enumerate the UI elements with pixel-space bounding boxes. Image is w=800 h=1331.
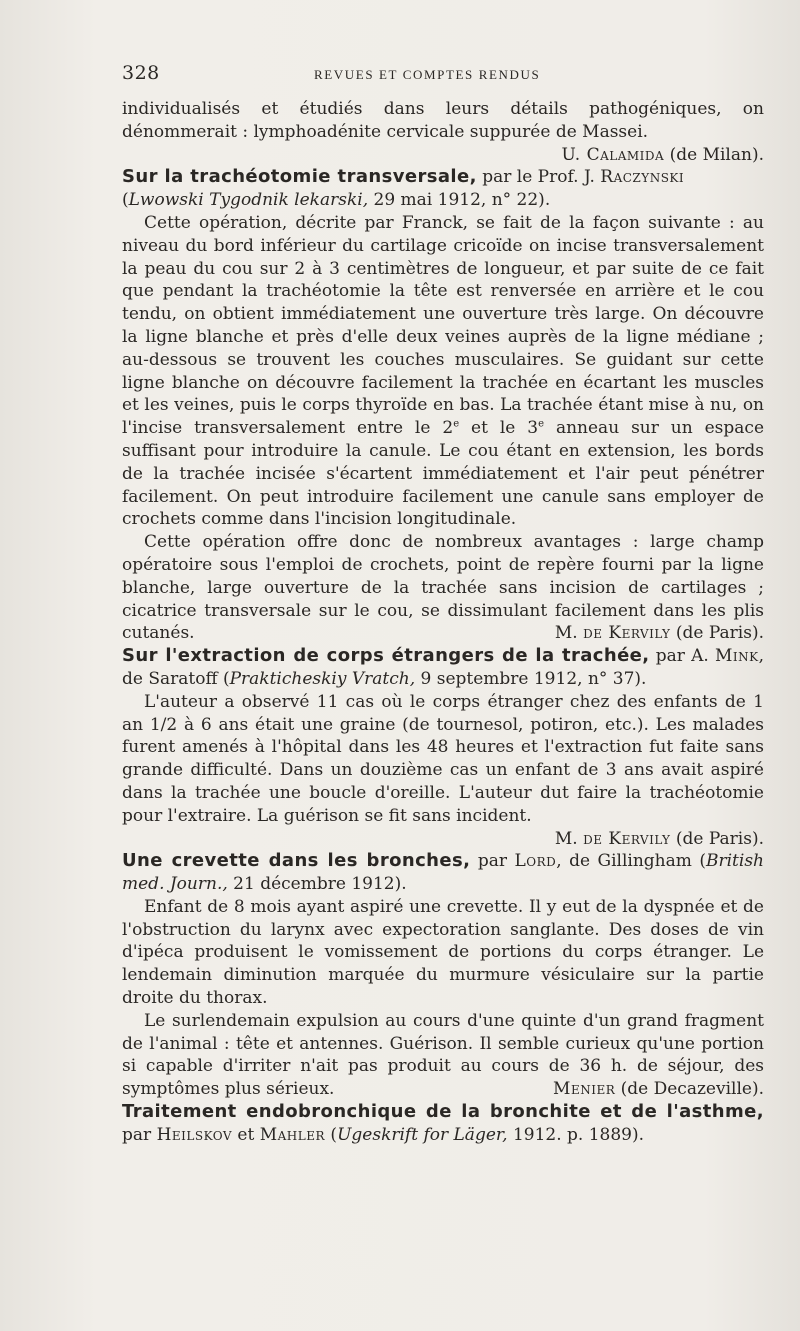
entry-author: Lord: [514, 851, 557, 872]
entry-source: Ugeskrift for Läger,: [337, 1124, 508, 1145]
signature-name: U. Calamida: [561, 144, 665, 165]
entry-title: Sur l'extraction de corps étrangers de la trachée,: [122, 645, 650, 667]
running-head: [122, 58, 764, 98]
entry-title: Sur la trachéotomie transversale,: [122, 166, 477, 188]
entry-heading: Sur l'extraction de corps étrangers de la trachée, par A. Mink, de Saratoff (Prakticheskiy Vratch, 9 septembre 1912, n° 37).: [122, 645, 764, 689]
entry-paragraph: L'auteur a observé 11 cas où le corps étranger chez des enfants de 1 an 1/2 à 6 ans était une graine (de tournesol, potiron, etc.). Les malades furent amenés à l'hôpital dans les 48 heures et l'extraction fut faite sans grande difficulté. Dans un douzième cas un enfant de 3 ans avait aspiré dans la trachée une boucle d'oreille. L'auteur dut faire la trachéotomie pour l'extraire. La guérison se fit sans incident.: [122, 691, 764, 826]
signature-name: de Kervily: [583, 828, 671, 849]
entry-paragraph: Le surlendemain expulsion au cours d'une quinte d'un grand fragment de l'animal : tête et antennes. Guérison. Il semble curieux qu'une portion si capable d'irriter n'ait pas produit au cours de 36 h. de séjour, des symptômes plus sérieux. Menier (de Decazeville).: [122, 1010, 764, 1100]
signature: [122, 144, 764, 167]
signature-place: (de Milan).: [664, 144, 764, 165]
entry-author: Mink: [714, 646, 759, 667]
signature: Menier (de Decazeville).: [553, 1079, 764, 1100]
entry-title: Une crevette dans les bronches,: [122, 850, 471, 872]
entry-paragraph: Enfant de 8 mois ayant aspiré une crevette. Il y eut de la dyspnée et de l'obstruction du larynx avec expectoration sanglante. Des doses de vin d'ipéca produisent le vomissement de portions du corps étranger. Le lendemain diminution marquée du murmure vésiculaire sur la partie droite du thorax.: [122, 896, 764, 1009]
signature: M. de Kervily (de Paris).: [554, 623, 764, 644]
signature-name: Menier: [553, 1079, 616, 1100]
signature-name: de Kervily: [583, 623, 671, 644]
entry-paragraph: Cette opération offre donc de nombreux avantages : large champ opératoire sous l'emploi de crochets, point de repère fourni par la ligne blanche, large ouverture de la trachée sans incision de cartilages ; cicatrice transversale sur le cou, se dissimulant facilement dans les plis cutanés. M. de Kervily (de Paris).: [122, 532, 764, 644]
entry-heading: Traitement endobronchique de la bronchite et de l'asthme, par Heilskov et Mahler (Ugeskrift for Läger, 1912. p. 1889).: [122, 1101, 764, 1145]
entry-paragraph: Cette opération, décrite par Franck, se fait de la façon suivante : au niveau du bord inférieur du cartilage cricoïde on incise transversalement la peau du cou sur 2 à 3 centimètres de longueur, et par suite de ce fait que pendant la trachéotomie la tête est renversée en arrière et le cou tendu, on obtient immédiatement une ouverture très large. On découvre la ligne blanche et près d'elle deux veines auprès de la ligne médiane ; au-dessous se trouvent les couches musculaires. Se guidant sur cette ligne blanche on découvre facilement la trachée en écartant les muscles et les veines, puis le corps thyroïde en bas. La trachée étant mise à nu, on l'incise transversalement entre le 2e et le 3e anneau sur un espace suffisant pour introduire la canule. Le cou étant en extension, les bords de la trachée incisée s'écartent immédiatement et l'air peut pénétrer facilement. On peut introduire facilement une canule sans employer de crochets comme dans l'incision longitudinale.: [122, 212, 765, 530]
entry-title: Traitement endobronchique de la bronchite et de l'asthme,: [122, 1101, 764, 1123]
continuation-paragraph: individualisés et étudiés dans leurs détails pathogéniques, on dénommerait : lymphoadénite cervicale suppurée de Massei.: [122, 99, 764, 142]
entry-heading: Une crevette dans les bronches, par Lord, de Gillingham (British med. Journ., 21 décembre 1912).: [122, 850, 764, 895]
entry-source: Prakticheskiy Vratch,: [229, 668, 416, 689]
running-title: REVUES ET COMPTES RENDUS: [314, 67, 541, 82]
entry-source: Lwowski Tygodnik lekarski,: [128, 190, 369, 211]
page-body: [122, 98, 764, 1147]
entry-author: Raczynski: [600, 167, 685, 188]
entry-author: Mahler: [259, 1124, 326, 1145]
entry-author: Heilskov: [156, 1124, 233, 1145]
page-number: 328: [122, 62, 160, 84]
signature: M. de Kervily (de Paris).: [554, 828, 764, 849]
entry-source: British med. Journ.,: [122, 851, 764, 895]
entry-heading: Sur la trachéotomie transversale, par le Prof. J. Raczynski (Lwowski Tygodnik lekarski, 29 mai 1912, n° 22).: [122, 166, 685, 211]
